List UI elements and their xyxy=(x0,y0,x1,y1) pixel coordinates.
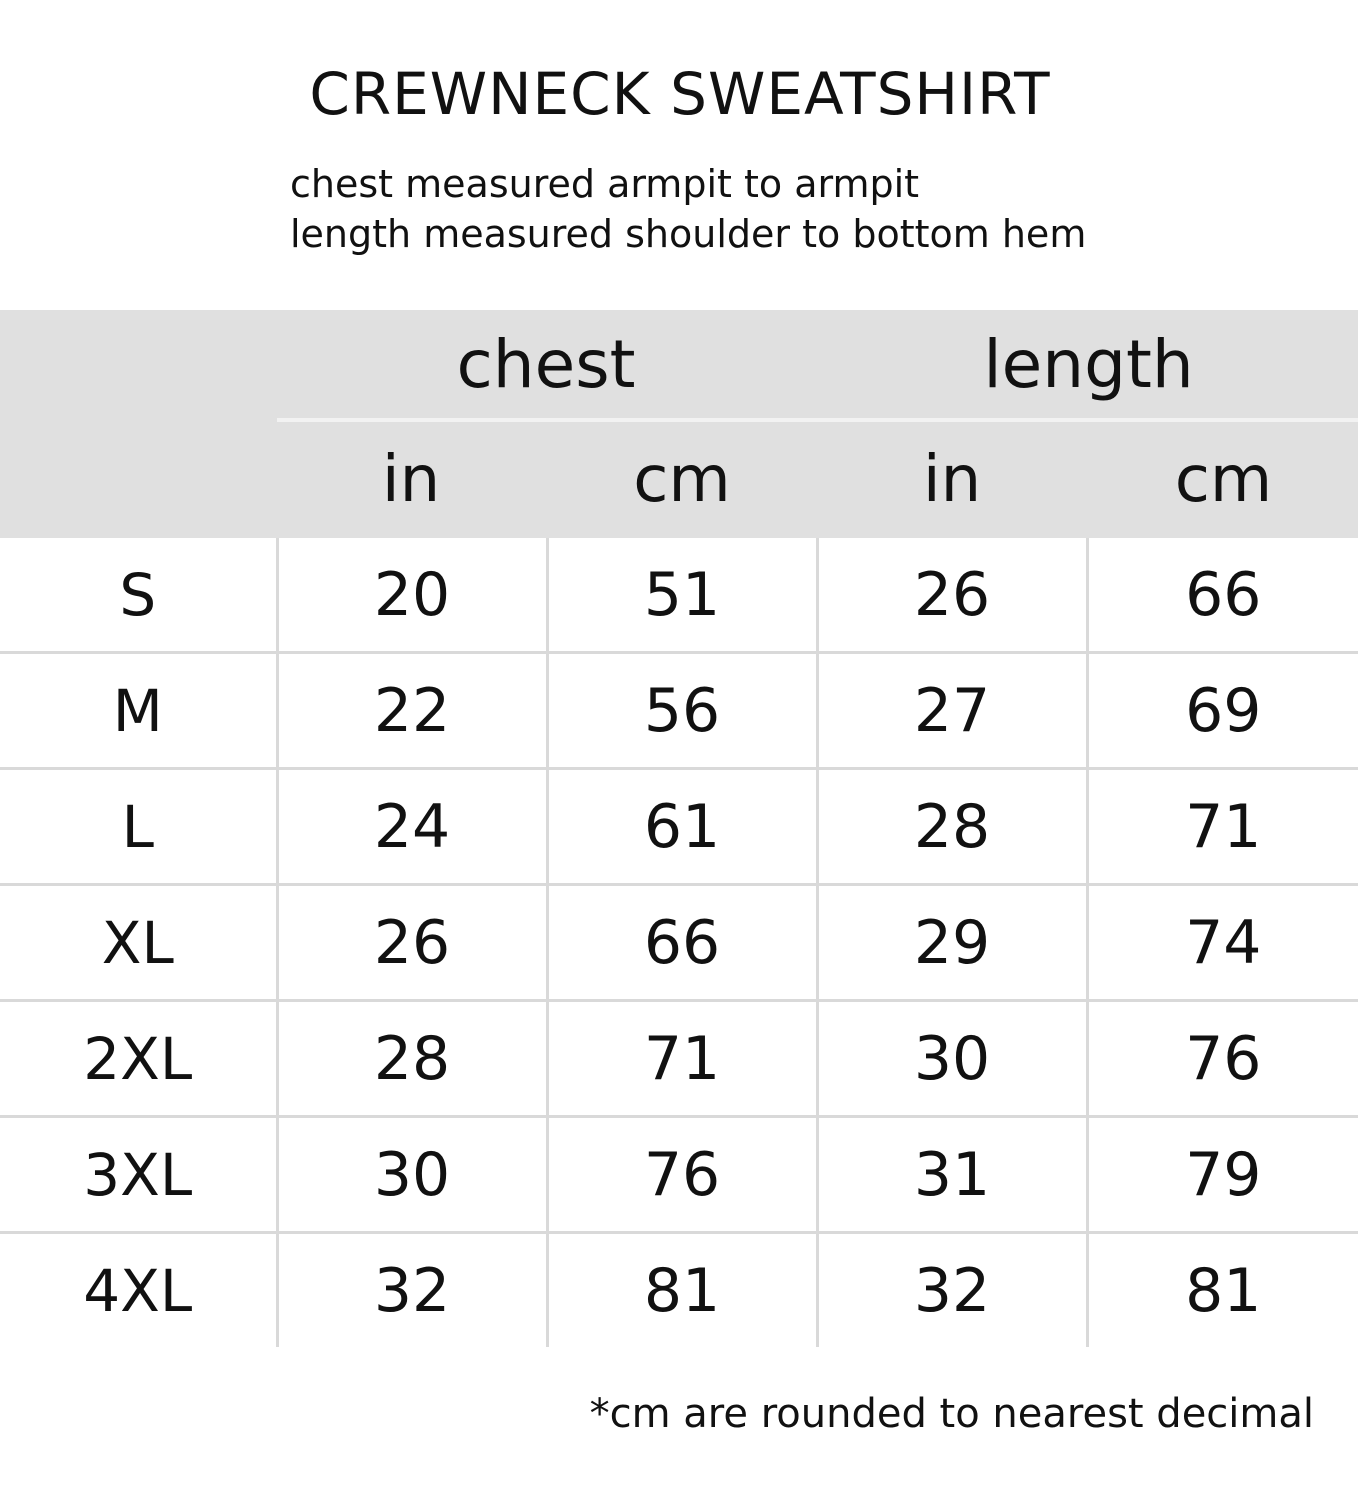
cell-chest-in: 24 xyxy=(277,769,547,885)
cell-length-in: 26 xyxy=(817,538,1087,653)
table-row xyxy=(0,885,1358,1001)
cell-chest-cm: 81 xyxy=(547,1233,817,1348)
cell-chest-in: 32 xyxy=(277,1233,547,1348)
header-group-row xyxy=(0,310,1358,420)
cell-length-cm: 76 xyxy=(1087,1001,1358,1117)
cell-length-cm: 66 xyxy=(1087,538,1358,653)
cell-length-in: 31 xyxy=(817,1117,1087,1233)
table-body xyxy=(0,538,1358,1347)
cell-length-in: 29 xyxy=(817,885,1087,1001)
cell-length-cm: 69 xyxy=(1087,653,1358,769)
cell-chest-in: 30 xyxy=(277,1117,547,1233)
size-label: M xyxy=(0,653,277,769)
cell-chest-in: 20 xyxy=(277,538,547,653)
size-label: S xyxy=(0,538,277,653)
table-row xyxy=(0,1117,1358,1233)
size-label: 3XL xyxy=(0,1117,277,1233)
cell-chest-in: 22 xyxy=(277,653,547,769)
cell-chest-cm: 56 xyxy=(547,653,817,769)
header-length-cm: cm xyxy=(1087,420,1358,538)
cell-chest-cm: 61 xyxy=(547,769,817,885)
table-row xyxy=(0,1233,1358,1348)
cell-length-in: 30 xyxy=(817,1001,1087,1117)
cell-length-cm: 71 xyxy=(1087,769,1358,885)
header-chest-cm: cm xyxy=(547,420,817,538)
cell-chest-in: 28 xyxy=(277,1001,547,1117)
cell-chest-cm: 71 xyxy=(547,1001,817,1117)
cell-length-cm: 79 xyxy=(1087,1117,1358,1233)
cell-length-cm: 81 xyxy=(1087,1233,1358,1348)
cell-chest-cm: 76 xyxy=(547,1117,817,1233)
page-title: CREWNECK SWEATSHIRT xyxy=(309,60,1051,128)
size-chart-table xyxy=(0,310,1358,1347)
cell-length-in: 32 xyxy=(817,1233,1087,1348)
size-label: 4XL xyxy=(83,1256,193,1325)
size-label: 2XL xyxy=(0,1001,277,1117)
header-size-corner xyxy=(0,310,277,538)
table-row xyxy=(0,653,1358,769)
size-label: XL xyxy=(0,885,277,1001)
table-row xyxy=(0,1001,1358,1117)
subtitle-chest-note: chest measured armpit to armpit xyxy=(290,162,920,206)
cell-chest-cm: 66 xyxy=(547,885,817,1001)
table-header xyxy=(0,310,1358,538)
cell-chest-cm: 51 xyxy=(547,538,817,653)
cell-chest-in: 26 xyxy=(277,885,547,1001)
cell-length-cm: 74 xyxy=(1087,885,1358,1001)
subtitle-length-note: length measured shoulder to bottom hem xyxy=(290,212,1087,256)
cell-length-in: 27 xyxy=(817,653,1087,769)
header-group-length: length xyxy=(817,310,1358,420)
header-chest-in: in xyxy=(277,420,547,538)
table-row xyxy=(0,769,1358,885)
header-group-chest: chest xyxy=(277,310,817,420)
table-row xyxy=(0,538,1358,653)
header-length-in: in xyxy=(817,420,1087,538)
size-label: L xyxy=(0,769,277,885)
footnote: *cm are rounded to nearest decimal xyxy=(589,1391,1314,1437)
cell-length-in: 28 xyxy=(817,769,1087,885)
